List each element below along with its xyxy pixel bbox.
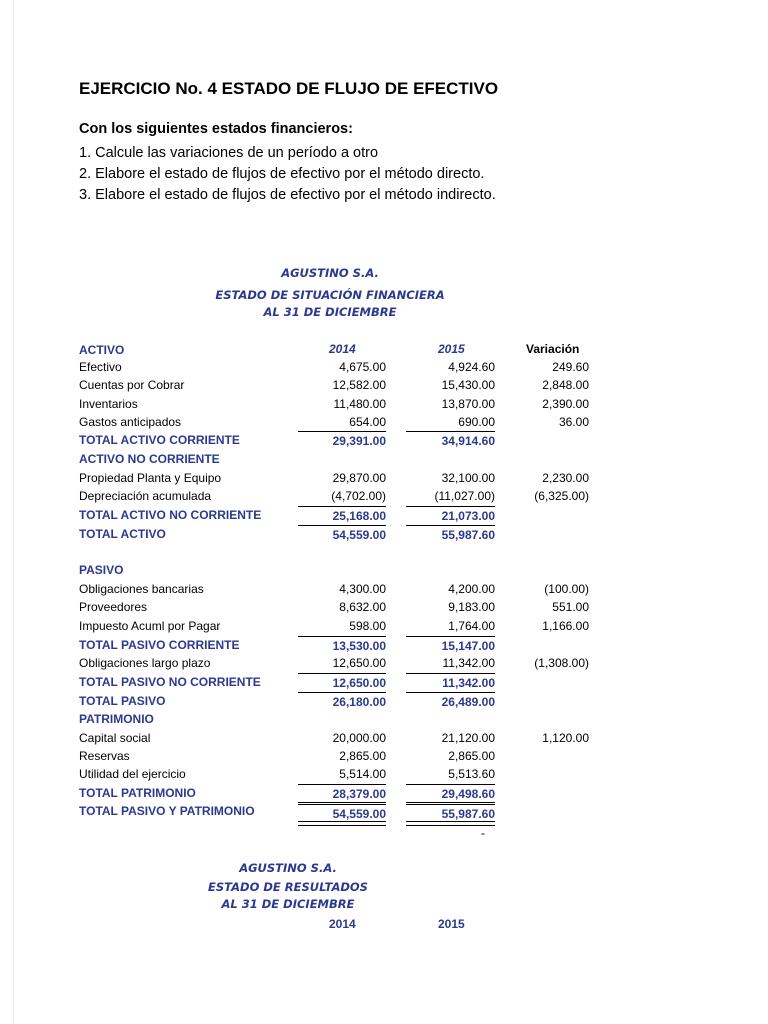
table-row xyxy=(0,802,768,820)
row-2014: 12,650.00 xyxy=(332,656,386,670)
row-variation: (1,308.00) xyxy=(534,656,589,670)
row-2014: 12,650.00 xyxy=(298,673,386,692)
balance-date: AL 31 DE DICIEMBRE xyxy=(263,305,397,319)
row-2014: 12,582.00 xyxy=(332,378,386,392)
row-label: TOTAL PATRIMONIO xyxy=(79,786,196,800)
row-variation: 249.60 xyxy=(552,360,589,374)
row-2015: 26,489.00 xyxy=(406,692,495,711)
row-label: Gastos anticipados xyxy=(79,415,182,429)
row-variation: (6,325.00) xyxy=(534,489,589,503)
income-date: AL 31 DE DICIEMBRE xyxy=(221,897,355,911)
row-2014: 29,391.00 xyxy=(298,431,386,450)
row-label: TOTAL ACTIVO CORRIENTE xyxy=(79,433,240,447)
row-label: TOTAL ACTIVO NO CORRIENTE xyxy=(79,508,262,522)
row-2015: 4,924.60 xyxy=(448,360,495,374)
row-label: PASIVO xyxy=(79,563,124,577)
row-2014: 598.00 xyxy=(349,619,386,633)
row-2015: 11,342.00 xyxy=(406,673,495,692)
row-label: Obligaciones largo plazo xyxy=(79,656,211,670)
table-row xyxy=(0,710,768,728)
table-row xyxy=(0,341,768,359)
row-label: Reservas xyxy=(79,749,130,763)
row-2014: (4,702.00) xyxy=(331,489,386,503)
row-label: TOTAL PASIVO CORRIENTE xyxy=(79,638,240,652)
row-2014: 29,870.00 xyxy=(332,471,386,485)
table-row xyxy=(0,525,768,543)
intro-item: 2. Elabore el estado de flujos de efectivo por el método directo. xyxy=(79,166,485,182)
income-statement-title: ESTADO DE RESULTADOS xyxy=(208,880,368,894)
income-col-2014: 2014 xyxy=(329,917,356,931)
row-2014: 13,530.00 xyxy=(298,636,386,655)
table-row xyxy=(0,506,768,524)
row-2015: 5,513.60 xyxy=(448,767,495,781)
row-2015: 2,865.00 xyxy=(448,749,495,763)
row-2015: 690.00 xyxy=(458,415,495,429)
row-label: TOTAL ACTIVO xyxy=(79,527,166,541)
row-variation: 551.00 xyxy=(552,600,589,614)
row-2014: 4,675.00 xyxy=(339,360,386,374)
table-row xyxy=(0,561,768,579)
double-underline xyxy=(298,821,386,826)
table-row xyxy=(0,636,768,654)
intro-item: 1. Calcule las variaciones de un período a otro xyxy=(79,145,379,161)
row-2014: 54,559.00 xyxy=(298,802,386,823)
col-2014-header: 2014 xyxy=(329,342,356,356)
col-2015-header: 2015 xyxy=(438,342,465,356)
row-2015: 21,120.00 xyxy=(441,731,495,745)
row-2015: 32,100.00 xyxy=(441,471,495,485)
table-row xyxy=(0,617,768,635)
row-label: Cuentas por Cobrar xyxy=(79,378,185,392)
row-variation: 2,848.00 xyxy=(542,378,589,392)
row-label: PATRIMONIO xyxy=(79,712,154,726)
table-row xyxy=(0,692,768,710)
table-row xyxy=(0,580,768,598)
row-variation: 36.00 xyxy=(558,415,589,429)
row-2014: 2,865.00 xyxy=(339,749,386,763)
table-row xyxy=(0,598,768,616)
row-2014: 5,514.00 xyxy=(339,767,386,781)
row-label: Capital social xyxy=(79,731,151,745)
row-2014: 54,559.00 xyxy=(298,525,386,544)
table-row xyxy=(0,729,768,747)
table-row xyxy=(0,654,768,672)
row-2014: 4,300.00 xyxy=(339,582,386,596)
row-label: Depreciación acumulada xyxy=(79,489,212,503)
row-2014: 25,168.00 xyxy=(298,506,386,525)
table-row xyxy=(0,376,768,394)
row-label: TOTAL PASIVO NO CORRIENTE xyxy=(79,675,261,689)
row-2015: (11,027.00) xyxy=(434,489,495,503)
balance-statement-title: ESTADO DE SITUACIÓN FINANCIERA xyxy=(215,288,445,302)
row-variation: 1,120.00 xyxy=(542,731,589,745)
row-2015: 15,147.00 xyxy=(406,636,495,655)
row-2015: 11,342.00 xyxy=(442,656,495,670)
row-2015: 34,914.60 xyxy=(406,431,495,450)
income-company: AGUSTINO S.A. xyxy=(239,861,337,875)
table-row xyxy=(0,431,768,449)
table-row xyxy=(0,450,768,468)
row-2014: 28,379.00 xyxy=(298,784,386,803)
row-label: TOTAL PASIVO xyxy=(79,694,166,708)
row-2015: 13,870.00 xyxy=(441,397,495,411)
row-label: Proveedores xyxy=(79,600,148,614)
row-variation: (100.00) xyxy=(544,582,589,596)
row-2015: 15,430.00 xyxy=(441,378,495,392)
row-variation: 2,230.00 xyxy=(542,471,589,485)
row-2014: 20,000.00 xyxy=(332,731,386,745)
intro-item: 3. Elabore el estado de flujos de efectivo por el método indirecto. xyxy=(79,187,496,203)
row-2014: 26,180.00 xyxy=(298,692,386,711)
table-row xyxy=(0,487,768,505)
table-row xyxy=(0,413,768,431)
row-label: Impuesto Acuml por Pagar xyxy=(79,619,221,633)
row-2015: 55,987.60 xyxy=(406,525,495,544)
row-variation: 2,390.00 xyxy=(542,397,589,411)
trailing-dash: - xyxy=(481,826,485,840)
row-2015: 29,498.60 xyxy=(406,784,495,803)
row-2015: 9,183.00 xyxy=(448,600,495,614)
table-row xyxy=(0,673,768,691)
row-label: Propiedad Planta y Equipo xyxy=(79,471,222,485)
row-variation: 1,166.00 xyxy=(542,619,589,633)
row-2015: 4,200.00 xyxy=(448,582,495,596)
row-label: ACTIVO NO CORRIENTE xyxy=(79,452,220,466)
row-label: Efectivo xyxy=(79,360,122,374)
row-2014: 654.00 xyxy=(349,415,386,429)
row-label: ACTIVO xyxy=(79,343,125,357)
row-label: Inventarios xyxy=(79,397,138,411)
table-row xyxy=(0,765,768,783)
income-col-2015: 2015 xyxy=(438,917,465,931)
balance-company: AGUSTINO S.A. xyxy=(281,266,379,280)
table-row xyxy=(0,469,768,487)
row-2014: 8,632.00 xyxy=(339,600,386,614)
intro-heading: Con los siguientes estados financieros: xyxy=(79,121,353,137)
row-label: Obligaciones bancarias xyxy=(79,582,204,596)
col-variation-header: Variación xyxy=(526,342,580,356)
table-row xyxy=(0,747,768,765)
row-2015: 55,987.60 xyxy=(406,802,495,823)
page-title: EJERCICIO No. 4 ESTADO DE FLUJO DE EFECTIVO xyxy=(79,79,499,98)
table-row xyxy=(0,784,768,802)
table-row xyxy=(0,358,768,376)
row-2015: 21,073.00 xyxy=(406,506,495,525)
row-2015: 1,764.00 xyxy=(448,619,495,633)
row-2014: 11,480.00 xyxy=(333,397,386,411)
row-label: TOTAL PASIVO Y PATRIMONIO xyxy=(79,804,255,818)
table-row xyxy=(0,395,768,413)
row-label: Utilidad del ejercicio xyxy=(79,767,186,781)
